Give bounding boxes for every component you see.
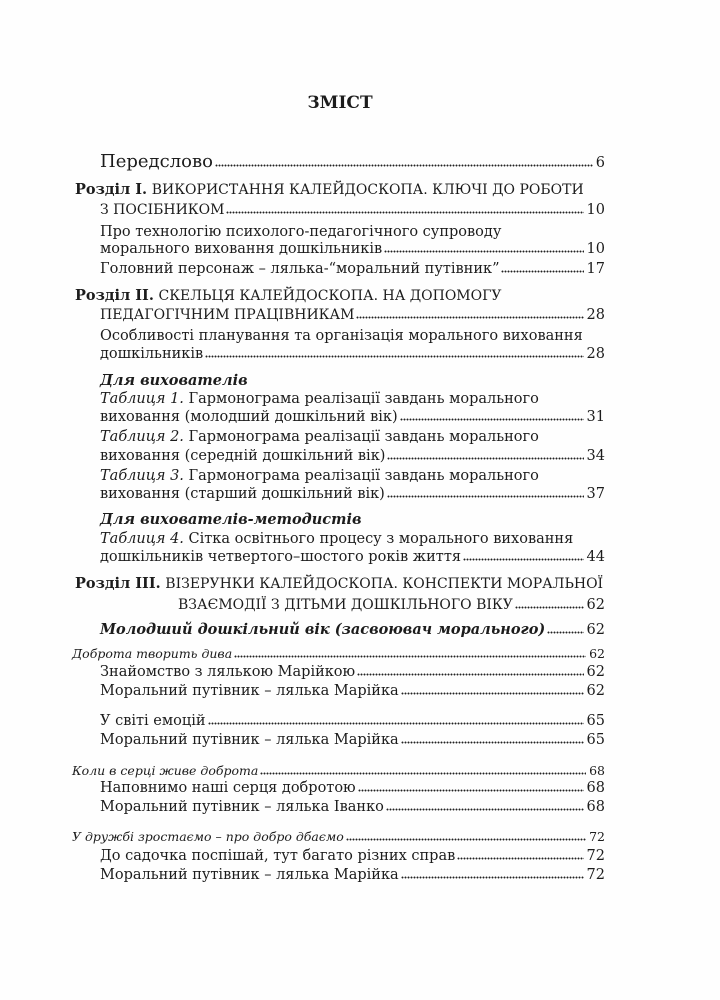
entry-label: У світі емоцій: [100, 713, 206, 729]
entry-label: Моральний путівник – лялька Марійка: [100, 732, 399, 748]
entry-label: Моральний путівник – лялька Марійка: [100, 683, 399, 699]
topic-title: Коли в серці живе доброта: [72, 763, 259, 778]
section-title-line1: ВИКОРИСТАННЯ КАЛЕЙДОСКОПА. КЛЮЧІ ДО РОБОТИ: [151, 182, 584, 198]
table-entry-line1: [100, 467, 539, 485]
toc-entry: [100, 731, 605, 749]
toc-entry: [100, 663, 605, 681]
section-1-heading: [75, 181, 584, 199]
page-number: 62: [586, 683, 605, 699]
page-title: ЗМІСТ: [307, 93, 373, 113]
dot-leader: [205, 355, 583, 358]
section-2-heading: [75, 287, 502, 305]
page-number: 72: [589, 829, 605, 844]
page-number: 28: [586, 346, 605, 362]
section-title-line1: ВІЗЕРУНКИ КАЛЕЙДОСКОПА. КОНСПЕКТИ МОРАЛЬНОЇ: [165, 576, 604, 592]
toc-entry: [100, 866, 605, 884]
entry-label: дошкільників четвертого–шостого років життя: [100, 549, 461, 565]
dot-leader: [346, 838, 586, 841]
page-number: 6: [595, 155, 605, 171]
table-label: Таблиця 2.: [100, 429, 184, 445]
page-number: 10: [586, 241, 605, 257]
dot-leader: [357, 673, 583, 676]
dot-leader: [463, 558, 584, 561]
table-title: Гармонограма реалізації завдань морального: [188, 468, 539, 484]
dot-leader: [401, 876, 584, 879]
dot-leader: [547, 631, 583, 634]
table-label: Таблиця 1.: [100, 391, 184, 407]
page-number: 72: [586, 848, 605, 864]
page-number: 17: [586, 261, 605, 277]
dot-leader: [401, 692, 584, 695]
dot-leader: [234, 655, 586, 658]
dot-leader: [226, 211, 583, 214]
table-title: Сітка освітнього процесу з морального виховання: [188, 531, 574, 547]
page-number: 10: [586, 202, 605, 218]
page-number: 44: [586, 549, 605, 565]
page-number: 62: [586, 597, 605, 613]
age-group-entry: [100, 621, 605, 639]
page-number: 37: [586, 486, 605, 502]
dot-leader: [457, 857, 583, 860]
section-3-heading-line2: [178, 596, 605, 614]
toc-entry-line1: Про технологію психолого-педагогічного супроводу: [100, 224, 502, 240]
dot-leader: [215, 164, 593, 167]
page-number: 65: [586, 713, 605, 729]
group-heading: Для вихователів-методистів: [100, 511, 362, 528]
toc-entry: [100, 798, 605, 816]
page-number: 65: [586, 732, 605, 748]
table-label: Таблиця 4.: [100, 531, 184, 547]
section-2-heading-line2: [100, 306, 605, 324]
toc-entry: [100, 345, 605, 363]
topic-entry: [72, 763, 605, 779]
page-number: 68: [589, 763, 605, 778]
dot-leader: [387, 457, 583, 460]
table-entry-line1: [100, 390, 539, 408]
table-title: Гармонограма реалізації завдань морального: [188, 391, 539, 407]
toc-entry: [100, 847, 605, 865]
toc-entry: [100, 779, 605, 797]
table-entry: [100, 447, 605, 465]
toc-entry: [100, 260, 605, 278]
entry-label: виховання (старший дошкільний вік): [100, 486, 385, 502]
section-1-heading-line2: [100, 201, 605, 219]
entry-label: Передслово: [100, 151, 213, 172]
entry-label: виховання (молодший дошкільний вік): [100, 409, 398, 425]
dot-leader: [515, 606, 584, 609]
entry-label: Моральний путівник – лялька Марійка: [100, 867, 399, 883]
dot-leader: [208, 722, 584, 725]
page-number: 62: [586, 622, 605, 638]
table-entry-line1: [100, 530, 573, 548]
section-title-line2: З ПОСІБНИКОМ: [100, 202, 225, 218]
entry-label: Знайомство з лялькою Марійкою: [100, 664, 356, 680]
toc-entry-preface: [100, 151, 605, 173]
topic-title: Доброта творить дива: [72, 646, 233, 661]
dot-leader: [387, 495, 584, 498]
entry-label: Головний персонаж – лялька-“моральний путівник”: [100, 261, 500, 277]
section-prefix: Розділ ІІ.: [75, 287, 154, 304]
page-number: 62: [589, 646, 605, 661]
dot-leader: [384, 250, 583, 253]
section-title-line2: ПЕДАГОГІЧНИМ ПРАЦІВНИКАМ: [100, 307, 355, 323]
dot-leader: [358, 789, 584, 792]
dot-leader: [400, 418, 584, 421]
entry-label: Наповнимо наші серця добротою: [100, 780, 356, 796]
entry-label: Молодший дошкільний вік (засвоювач морального): [100, 621, 546, 638]
toc-entry: [100, 240, 605, 258]
table-label: Таблиця 3.: [100, 468, 184, 484]
topic-entry: [72, 646, 605, 662]
toc-entry-line1: Особливості планування та організація морального виховання: [100, 328, 583, 344]
toc-entry: [100, 682, 605, 700]
dot-leader: [356, 316, 583, 319]
section-title-line2: ВЗАЄМОДІЇ З ДІТЬМИ ДОШКІЛЬНОГО ВІКУ: [178, 597, 513, 613]
dot-leader: [401, 741, 584, 744]
table-entry-line1: [100, 428, 539, 446]
entry-label: дошкільників: [100, 346, 204, 362]
page-number: 72: [586, 867, 605, 883]
dot-leader: [260, 772, 586, 775]
entry-label: До садочка поспішай, тут багато різних справ: [100, 848, 456, 864]
entry-label: виховання (середній дошкільний вік): [100, 448, 386, 464]
dot-leader: [386, 808, 584, 811]
section-prefix: Розділ І.: [75, 181, 148, 198]
table-title: Гармонограма реалізації завдань морального: [188, 429, 539, 445]
table-entry: [100, 485, 605, 503]
page-number: 68: [586, 780, 605, 796]
page-number: 62: [586, 664, 605, 680]
section-prefix: Розділ ІІІ.: [75, 575, 161, 592]
table-entry: [100, 548, 605, 566]
page-number: 31: [586, 409, 605, 425]
group-heading: Для вихователів: [100, 372, 248, 389]
topic-title: У дружбі зростаємо – про добро дбаємо: [72, 829, 344, 844]
dot-leader: [501, 270, 583, 273]
entry-label: Моральний путівник – лялька Іванко: [100, 799, 384, 815]
entry-label: морального виховання дошкільників: [100, 241, 383, 257]
page-number: 28: [586, 307, 605, 323]
section-3-heading: [75, 575, 603, 593]
page-number: 68: [586, 799, 605, 815]
table-entry: [100, 408, 605, 426]
page-number: 34: [586, 448, 605, 464]
toc-entry: [100, 712, 605, 730]
topic-entry: [72, 829, 605, 845]
section-title-line1: СКЕЛЬЦЯ КАЛЕЙДОСКОПА. НА ДОПОМОГУ: [158, 288, 502, 304]
